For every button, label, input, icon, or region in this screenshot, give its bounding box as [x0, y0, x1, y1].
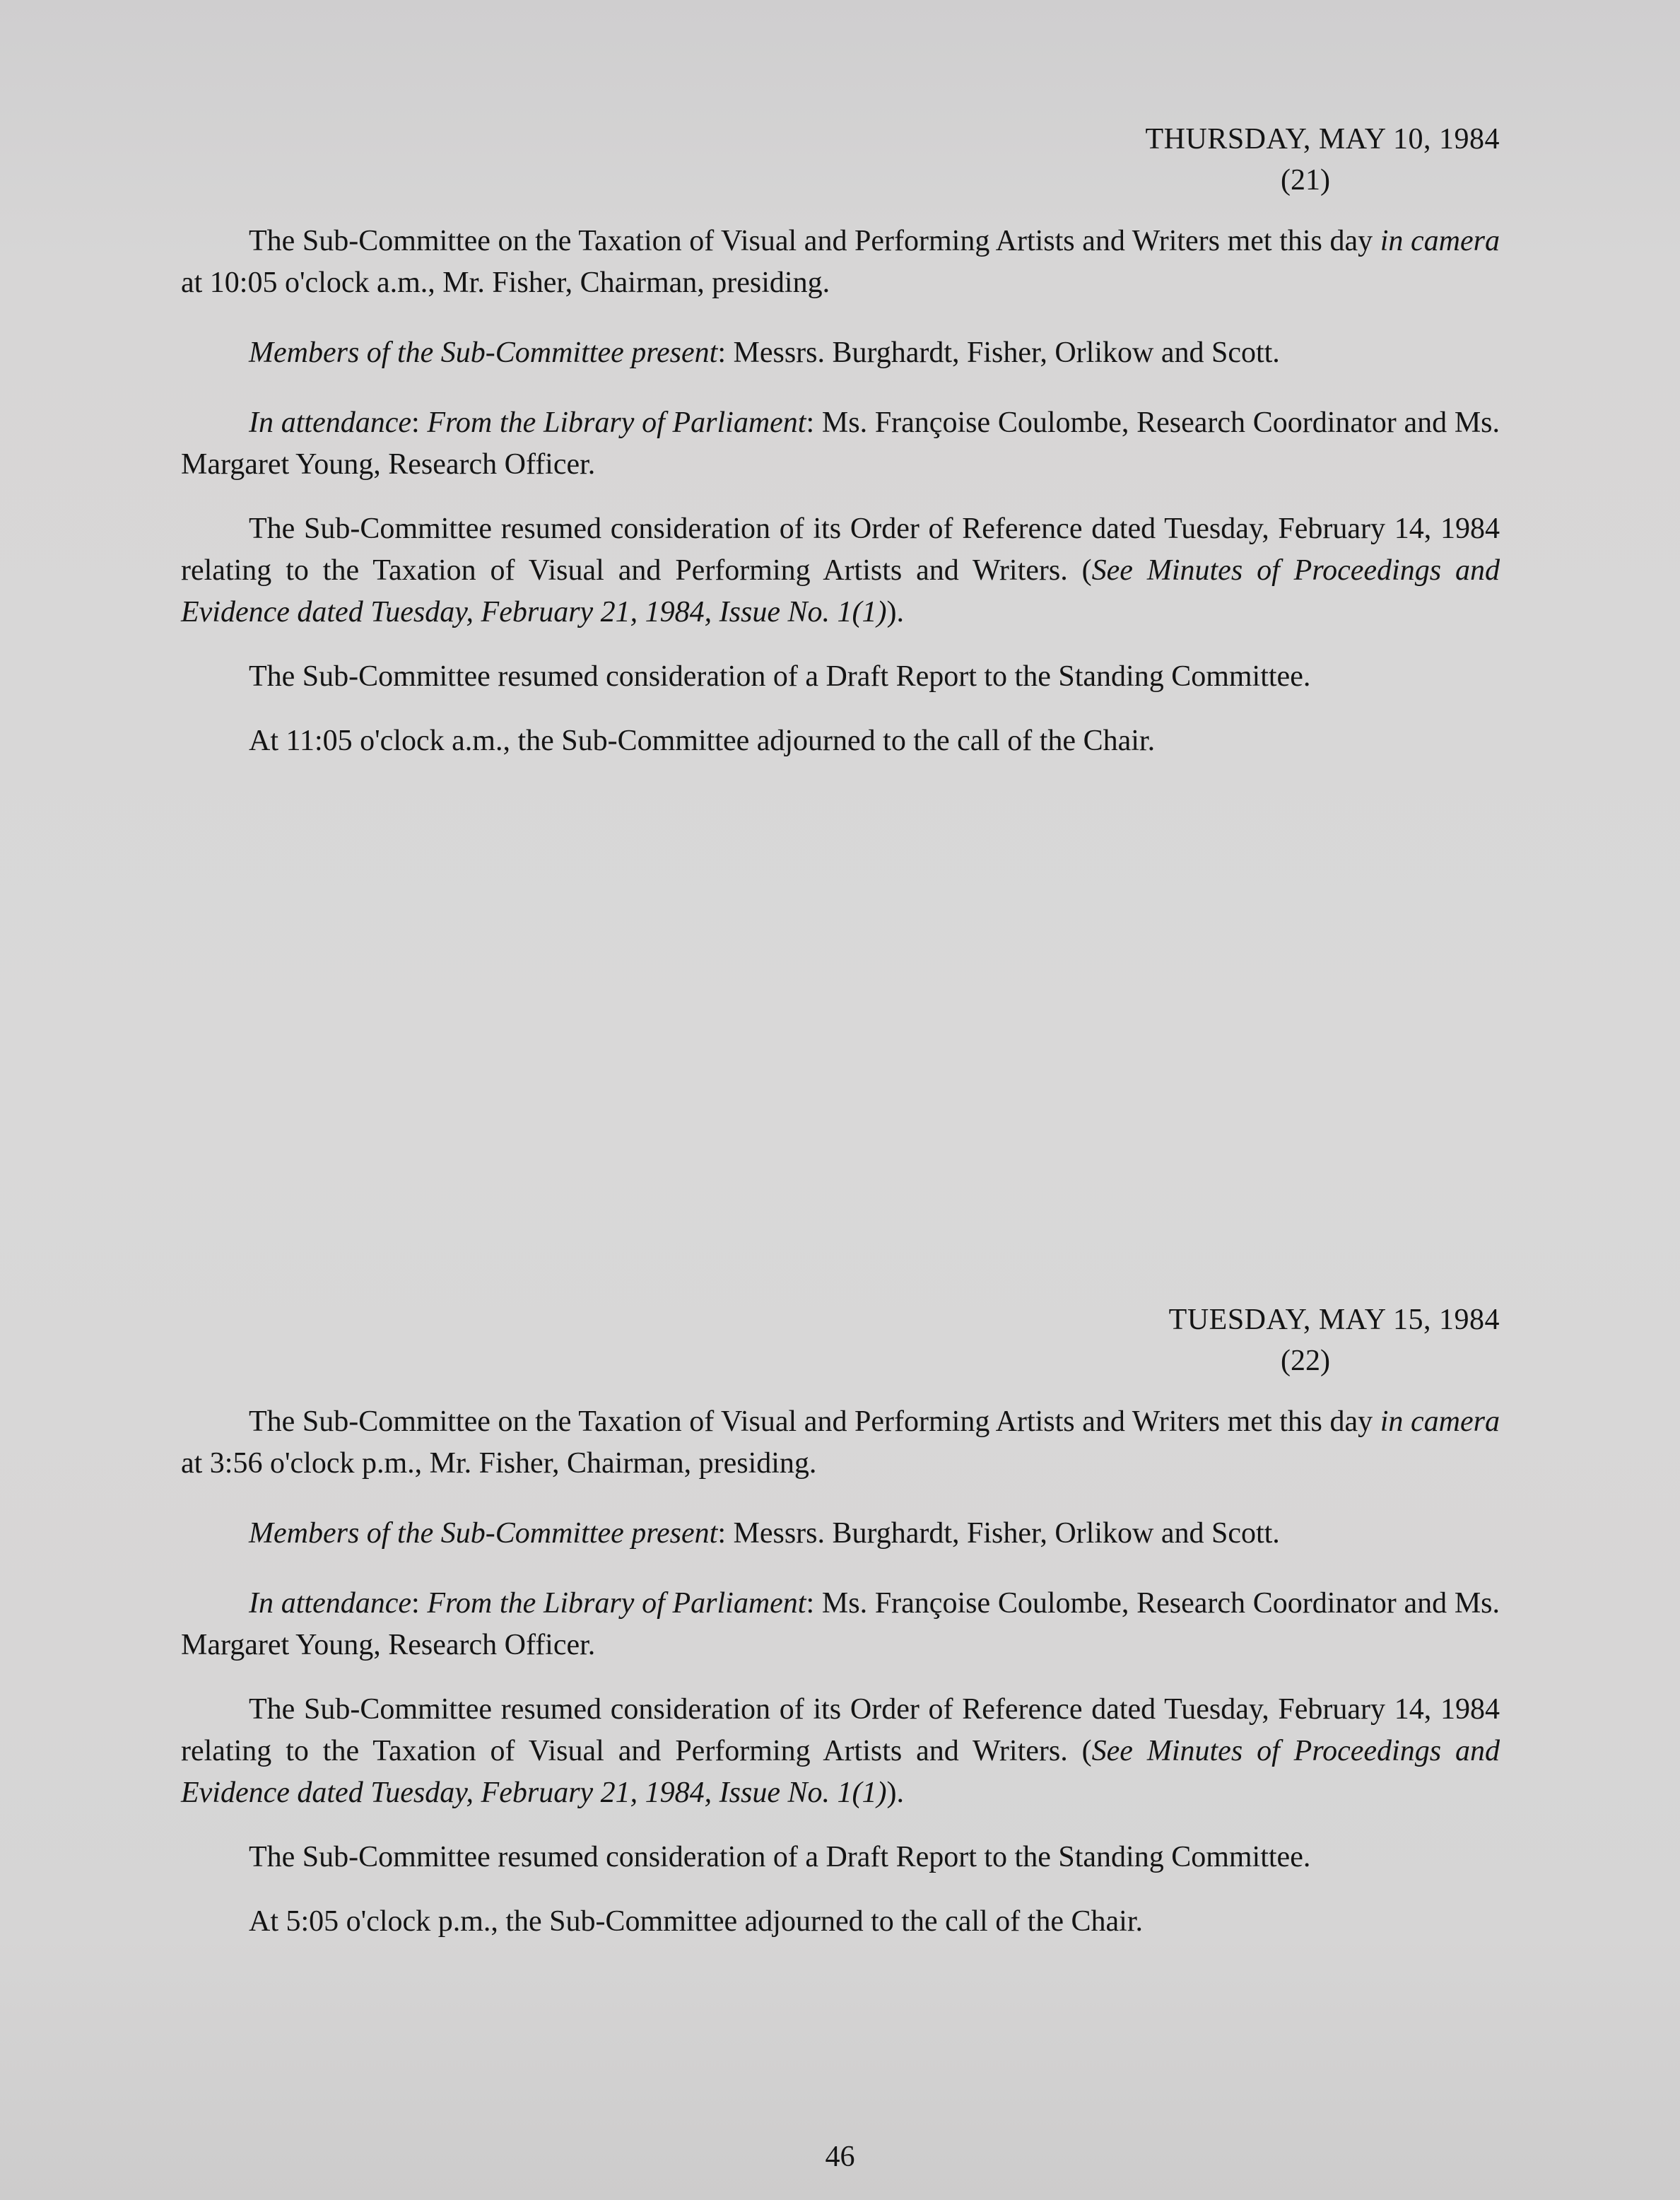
order-of-reference-paragraph: The Sub-Committee resumed consideration of its Order of Reference dated Tuesday, February 14, 1984 relating to the Taxation of Visual and Performing Artists and Writers. (See Minutes of Proceedings and Evidence dated Tuesday, February 21, 1984, Issue No. 1(1)). [181, 1693, 1500, 1809]
attendance-paragraph: In attendance: From the Library of Parliament: Ms. Françoise Coulombe, Research Coordinator and Ms. Margaret Young, Research Officer. [181, 406, 1500, 481]
order-of-reference-paragraph: The Sub-Committee resumed consideration of its Order of Reference dated Tuesday, February 14, 1984 relating to the Taxation of Visual and Performing Artists and Writers. (See Minutes of Proceedings and Evidence dated Tuesday, February 21, 1984, Issue No. 1(1)). [181, 513, 1500, 628]
meeting-number: (21) [1281, 164, 1330, 197]
members-present-paragraph: Members of the Sub-Committee present: Messrs. Burghardt, Fisher, Orlikow and Scott. [249, 337, 1280, 369]
minutes-tuesday-may-15 [181, 1299, 1500, 1943]
meeting-paragraph: The Sub-Committee on the Taxation of Visual and Performing Artists and Writers met this day in camera at 3:56 o'clock p.m., Mr. Fisher, Chairman, presiding. [181, 1405, 1500, 1480]
members-present-paragraph: Members of the Sub-Committee present: Messrs. Burghardt, Fisher, Orlikow and Scott. [249, 1517, 1280, 1550]
draft-report-paragraph: The Sub-Committee resumed consideration of a Draft Report to the Standing Committee. [249, 1841, 1311, 1873]
meeting-paragraph: The Sub-Committee on the Taxation of Visual and Performing Artists and Writers met this day in camera at 10:05 o'clock a.m., Mr. Fisher, Chairman, presiding. [181, 225, 1500, 299]
meeting-date: TUESDAY, MAY 15, 1984 [1168, 1304, 1500, 1336]
adjournment-paragraph: At 5:05 o'clock p.m., the Sub-Committee adjourned to the call of the Chair. [249, 1905, 1143, 1938]
draft-report-paragraph: The Sub-Committee resumed consideration of a Draft Report to the Standing Committee. [249, 660, 1311, 693]
page-number: 46 [825, 2141, 855, 2173]
meeting-number: (22) [1281, 1345, 1330, 1377]
meeting-date: THURSDAY, MAY 10, 1984 [1145, 123, 1500, 156]
adjournment-paragraph: At 11:05 o'clock a.m., the Sub-Committee adjourned to the call of the Chair. [249, 725, 1156, 757]
attendance-paragraph: In attendance: From the Library of Parliament: Ms. Françoise Coulombe, Research Coordinator and Ms. Margaret Young, Research Officer. [181, 1587, 1500, 1661]
minutes-thursday-may-10 [181, 119, 1500, 762]
